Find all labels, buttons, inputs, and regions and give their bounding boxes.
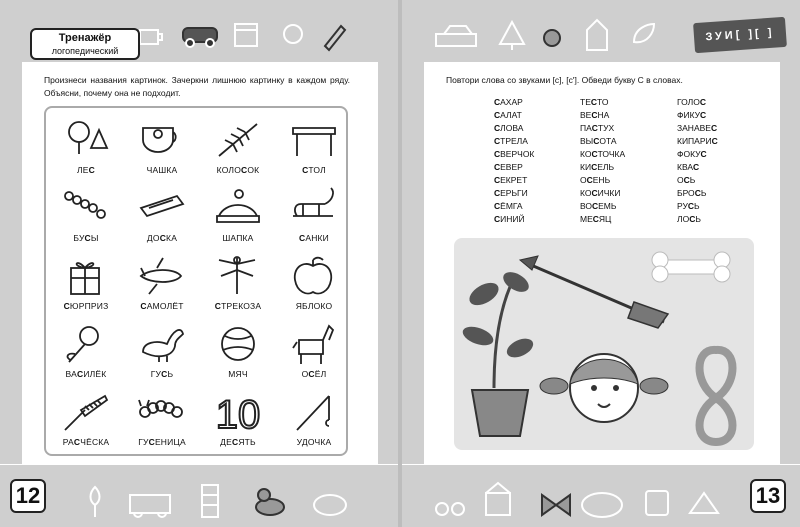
picture-cell[interactable] (278, 250, 350, 314)
label-part: ШАПКА (222, 233, 254, 243)
right-side-strip-right (780, 62, 800, 464)
picture-label (126, 437, 198, 447)
fishing-rod-icon (289, 390, 339, 434)
top-toy-icon (690, 493, 718, 513)
picture-scene (454, 238, 754, 450)
picture-cell[interactable] (126, 182, 198, 246)
word-part: ВЕРЧОК (500, 149, 535, 159)
highlight-letter: С (140, 301, 147, 311)
word-part: ЁМГА (500, 201, 523, 211)
word-part: Ь (689, 175, 696, 185)
word-part: КО (580, 188, 592, 198)
highlight-letter: С (77, 369, 84, 379)
picture-cell[interactable] (202, 182, 274, 246)
word-item (677, 122, 718, 135)
word-item (494, 213, 534, 226)
highlight-letter: С (693, 162, 700, 172)
word-item (494, 96, 534, 109)
word-part: О (677, 175, 684, 185)
word-item (677, 213, 718, 226)
word-item (494, 122, 534, 135)
highlight-letter: С (689, 214, 696, 224)
picture-label (126, 233, 198, 243)
word-item (677, 161, 718, 174)
rocket-icon (325, 26, 345, 50)
gift-icon (61, 254, 111, 298)
highlight-letter: С (591, 110, 598, 120)
wheat-icon (213, 118, 263, 162)
picture-label (202, 233, 274, 243)
highlight-letter: С (84, 233, 91, 243)
word-part: КО (580, 149, 592, 159)
highlight-letter: С (700, 149, 707, 159)
highlight-letter: С (161, 369, 168, 379)
word-part: ЯЦ (598, 214, 612, 224)
word-item (580, 96, 625, 109)
picture-label (202, 437, 274, 447)
word-part: ЕЛЬ (597, 162, 615, 172)
picture-cell[interactable] (278, 318, 350, 382)
label-part: О (301, 369, 309, 379)
word-part: КИ (580, 162, 592, 172)
badge-subtitle: логопедический (51, 46, 119, 56)
word-part: ЕМЬ (598, 201, 617, 211)
bottom-decor-band-right (402, 465, 800, 527)
word-part: ФИКУ (677, 110, 701, 120)
label-part: ИЛЁК (83, 369, 107, 379)
forest-icon (61, 118, 111, 162)
highlight-letter: С (699, 97, 706, 107)
leaf-icon (634, 24, 654, 42)
word-part: ТРЕЛА (500, 136, 528, 146)
right-side-strip (378, 62, 398, 464)
goose-icon (137, 322, 187, 366)
picture-label (126, 165, 198, 175)
picture-label (50, 233, 122, 243)
picture-label (278, 301, 350, 311)
left-side-strip (0, 62, 22, 464)
highlight-letter: С (494, 123, 501, 133)
cherry-icon (436, 503, 448, 515)
page-number-left: 12 (10, 479, 46, 513)
label-part: ЯБЛОКО (295, 301, 333, 311)
box-icon (235, 24, 257, 46)
word-item (494, 174, 534, 187)
picture-grid (44, 106, 348, 456)
word-part: ГОЛО (677, 97, 700, 107)
word-part: ВЕ (580, 110, 592, 120)
highlight-letter: С (241, 165, 248, 175)
label-part: УДОЧКА (296, 437, 332, 447)
word-column-3 (677, 96, 718, 226)
title-badge (30, 28, 140, 60)
word-item (677, 200, 718, 213)
comb-icon (61, 390, 111, 434)
word-part: КВА (677, 162, 694, 172)
picture-label (50, 165, 122, 175)
label-part: КОЛО (216, 165, 242, 175)
ten-icon (213, 390, 263, 434)
left-side-strip-right (402, 62, 424, 464)
cup-icon (137, 118, 187, 162)
word-item (494, 200, 534, 213)
highlight-letter: С (711, 136, 718, 146)
word-part: МЕ (580, 214, 593, 224)
word-part: ВЫ (580, 136, 594, 146)
cup-icon (140, 30, 162, 44)
label-part: КА (166, 233, 178, 243)
picture-cell[interactable] (126, 250, 198, 314)
word-part: ИНИЙ (500, 214, 525, 224)
label-part: ДЕ (220, 437, 232, 447)
word-column-1 (494, 96, 534, 226)
picture-cell[interactable] (126, 386, 198, 450)
highlight-letter: С (590, 97, 598, 107)
label-part: ДО (146, 233, 160, 243)
sled-icon (289, 186, 339, 230)
dragonfly-icon (213, 254, 263, 298)
highlight-letter: С (586, 175, 593, 185)
digit-eight-icon (700, 350, 733, 442)
caterpillar-icon (137, 390, 187, 434)
frog-icon (314, 495, 346, 515)
word-part: ТЕ (580, 97, 591, 107)
plant-pot-icon (460, 268, 536, 436)
word-item (580, 161, 625, 174)
highlight-letter: С (700, 110, 707, 120)
picture-cell[interactable] (50, 114, 122, 178)
picture-label (50, 437, 122, 447)
plank-icon (137, 186, 187, 230)
flower-icon (284, 25, 302, 43)
picture-cell[interactable] (202, 114, 274, 178)
tree-icon (500, 22, 524, 50)
word-part: ФОКУ (677, 149, 701, 159)
picture-cell[interactable] (278, 182, 350, 246)
word-item (677, 109, 718, 122)
word-part: ЕКРЕТ (500, 175, 528, 185)
highlight-letter: С (591, 123, 598, 133)
beads-icon (61, 186, 111, 230)
girl-face-icon (540, 354, 668, 422)
highlight-letter: С (494, 149, 501, 159)
word-column-2 (580, 96, 625, 226)
label-part: ЕНИЦА (154, 437, 186, 447)
highlight-letter: С (494, 97, 501, 107)
highlight-letter: С (683, 175, 690, 185)
highlight-letter: С (592, 201, 599, 211)
word-part: ТОЧКА (597, 149, 626, 159)
highlight-letter: С (88, 165, 95, 175)
picture-cell[interactable] (202, 386, 274, 450)
highlight-letter: С (494, 188, 501, 198)
word-item (677, 187, 718, 200)
word-item (580, 109, 625, 122)
right-page (402, 0, 800, 527)
picture-cell[interactable] (50, 250, 122, 314)
word-item (580, 213, 625, 226)
word-part: АХАР (500, 97, 523, 107)
bottom-decor-band (0, 465, 398, 527)
label-part: ГУ (150, 369, 162, 379)
label-part: ЛЕ (77, 165, 89, 175)
word-part: ЛОВА (500, 123, 524, 133)
butterfly-icon (542, 495, 570, 515)
apple-icon (289, 254, 339, 298)
highlight-letter: С (494, 136, 501, 146)
highlight-letter: С (73, 437, 81, 447)
word-part: Ь (700, 188, 707, 198)
word-part: ТУХ (597, 123, 615, 133)
highlight-letter: С (494, 110, 501, 120)
donkey-icon (289, 322, 339, 366)
label-part: БУ (73, 233, 85, 243)
highlight-letter: С (308, 369, 315, 379)
highlight-letter: С (592, 214, 599, 224)
word-part: ОТА (599, 136, 617, 146)
word-item (494, 135, 534, 148)
word-part: О (580, 175, 587, 185)
label-part: ОК (247, 165, 260, 175)
word-item (580, 148, 625, 161)
highlight-letter: С (494, 162, 501, 172)
highlight-letter: С (694, 188, 701, 198)
highlight-letter: С (298, 233, 306, 243)
picture-label (278, 165, 350, 175)
label-part: ЮРПРИЗ (69, 301, 109, 311)
ten-digit-text: 10 (215, 393, 261, 434)
label-part: ТРЕКОЗА (221, 301, 262, 311)
duck-icon (256, 499, 284, 515)
label-part: ТОЛ (308, 165, 326, 175)
highlight-letter: С (494, 214, 501, 224)
word-item (580, 122, 625, 135)
word-part: ТО (597, 97, 609, 107)
left-instruction: Произнеси названия картинок. Зачеркни лишнюю картинку в каждом ряду. Объясни, почему она не подходит. (44, 75, 350, 98)
label-part: РА (62, 437, 74, 447)
birdhouse-icon (646, 491, 668, 515)
scene-drawing (454, 238, 754, 450)
highlight-letter: С (591, 188, 598, 198)
highlight-letter: С (159, 233, 167, 243)
highlight-letter: С (231, 437, 239, 447)
arrow-icon (520, 256, 668, 328)
word-part: ЛО (677, 214, 690, 224)
word-item (677, 174, 718, 187)
word-item (580, 200, 625, 213)
highlight-letter: С (494, 175, 501, 185)
right-instruction: Повтори слова со звуками [с], [с']. Обведи букву С в словах. (446, 75, 683, 85)
label-part: ГУ (138, 437, 149, 447)
left-page (0, 0, 398, 527)
word-item (494, 148, 534, 161)
train-icon (130, 495, 170, 517)
label-part: ЯТЬ (238, 437, 256, 447)
highlight-letter: С (710, 123, 718, 133)
word-item (494, 109, 534, 122)
picture-label (202, 369, 274, 379)
word-item (677, 96, 718, 109)
sound-tag: ЗУИ[ ][ ] (693, 17, 787, 53)
whale-icon (582, 493, 622, 517)
bunny-icon (544, 30, 560, 46)
picture-label (278, 437, 350, 447)
picture-label (278, 369, 350, 379)
word-item (580, 174, 625, 187)
word-item (677, 148, 718, 161)
picture-cell[interactable] (278, 386, 350, 450)
bottom-decor-icons (0, 465, 398, 527)
picture-cell[interactable] (126, 114, 198, 178)
picture-label (202, 165, 274, 175)
highlight-letter: С (591, 162, 598, 172)
picture-label (202, 301, 274, 311)
word-item (494, 161, 534, 174)
highlight-letter: С (591, 149, 598, 159)
word-part: ИЧКИ (597, 188, 621, 198)
page-number-right: 13 (750, 479, 786, 513)
label-part: АМОЛЁТ (146, 301, 184, 311)
highlight-letter: С (63, 301, 70, 311)
flower-outline-icon (91, 487, 100, 517)
label-part: МЯЧ (228, 369, 248, 379)
picture-cell[interactable] (202, 250, 274, 314)
picture-label (126, 301, 198, 311)
word-item (580, 187, 625, 200)
label-part: ЧАШКА (146, 165, 178, 175)
highlight-letter: С (214, 301, 222, 311)
highlight-letter: С (593, 136, 600, 146)
ball-icon (213, 322, 263, 366)
word-part: ЕВЕР (500, 162, 523, 172)
cornflower-icon (61, 322, 111, 366)
label-part: ЁЛ (314, 369, 327, 379)
word-part: РУ (677, 201, 688, 211)
castle-icon (587, 20, 607, 50)
bottom-decor-icons-right (402, 465, 800, 527)
word-part: ЕРЬГИ (500, 188, 528, 198)
word-item (677, 135, 718, 148)
picture-cell[interactable] (278, 114, 350, 178)
word-part: ВО (580, 201, 592, 211)
car-outline-icon (436, 26, 476, 46)
word-part: АЛАТ (500, 110, 522, 120)
label-part: ВА (65, 369, 77, 379)
label-part: Ь (167, 369, 174, 379)
plane-icon (137, 254, 187, 298)
table-icon (289, 118, 339, 162)
word-part: КИПАРИ (677, 136, 712, 146)
picture-label (50, 369, 122, 379)
picture-label (126, 369, 198, 379)
picture-cell[interactable] (50, 318, 122, 382)
highlight-letter: С (302, 165, 309, 175)
picture-cell[interactable] (202, 318, 274, 382)
label-part: АНКИ (305, 233, 329, 243)
label-part: Ы (90, 233, 99, 243)
picture-cell[interactable] (126, 318, 198, 382)
badge-title: Тренажёр (58, 32, 112, 44)
picture-cell[interactable] (50, 386, 122, 450)
robot-icon (202, 485, 218, 517)
word-part: Ь (695, 214, 701, 224)
bone-icon (652, 252, 730, 282)
highlight-letter: С (148, 437, 155, 447)
word-part: ЗАНАВЕ (677, 123, 711, 133)
house-icon (486, 483, 510, 515)
word-part: БРО (677, 188, 695, 198)
picture-label (278, 233, 350, 243)
highlight-letter: С (494, 201, 501, 211)
highlight-letter: С (687, 201, 695, 211)
word-item (494, 187, 534, 200)
picture-cell[interactable] (50, 182, 122, 246)
hat-icon (213, 186, 263, 230)
word-part: ПА (580, 123, 592, 133)
label-part: ЧЁСКА (80, 437, 110, 447)
word-item (580, 135, 625, 148)
word-part: НА (597, 110, 610, 120)
picture-label (50, 301, 122, 311)
word-part: Ь (694, 201, 700, 211)
word-part: ЕНЬ (592, 175, 611, 185)
